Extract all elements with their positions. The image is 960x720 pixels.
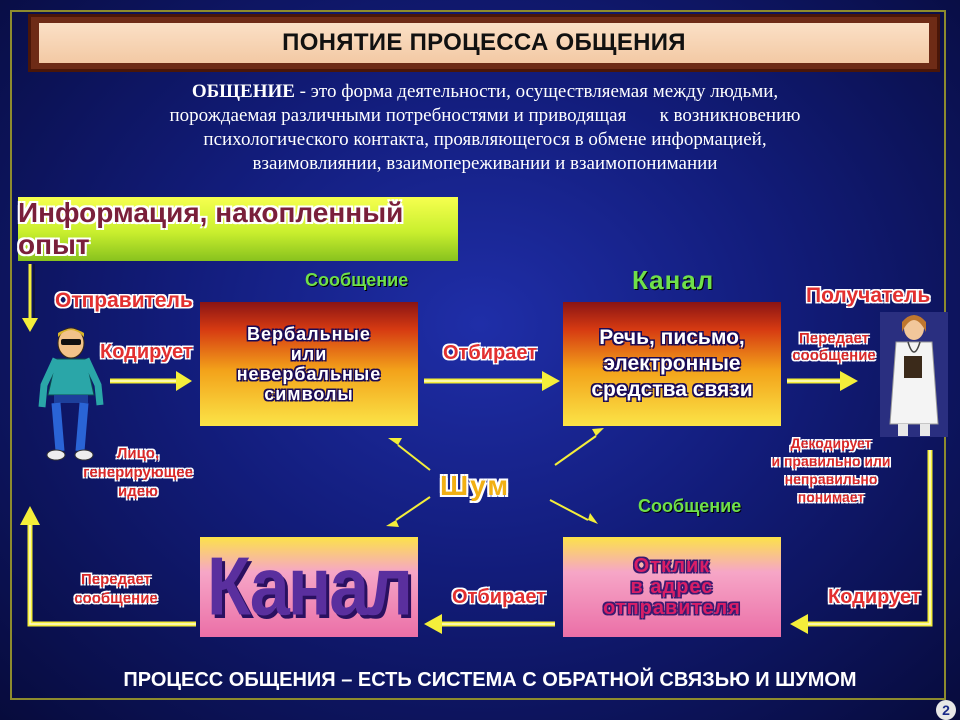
label-decodes-line-3: неправильно [784, 471, 878, 487]
box-channel-line-1: Речь, письмо, [599, 326, 745, 349]
footer-statement: ПРОЦЕСС ОБЩЕНИЯ – ЕСТЬ СИСТЕМА С ОБРАТНОЙ СВЯЗЬЮ И ШУМОМ [123, 669, 857, 691]
label-receiver: Получатель [806, 284, 931, 307]
arrowhead-noise-nw [388, 438, 402, 445]
label-transmits-bottom-line-2: сообщение [74, 590, 158, 607]
noise-arrow-ne [555, 436, 596, 465]
box-verbal-symbols [200, 302, 418, 426]
label-channel-top: Канал [632, 265, 715, 295]
arrowhead-noise-ne [592, 428, 604, 436]
box-channel-big [200, 537, 418, 637]
box-feedback-text [603, 556, 741, 619]
label-selects-top: Отбирает [443, 342, 537, 364]
box-verbal-line-2: или [290, 344, 328, 364]
label-transmits-bottom-line-1: Передает [81, 571, 151, 588]
label-decodes-line-1: Декодирует [790, 435, 872, 451]
box-verbal-line-4: символы [264, 384, 354, 404]
label-decodes-line-2: и правильно или [771, 453, 891, 469]
sender-figure-icon [36, 325, 106, 465]
box-feedback-line-2: в адрес [630, 575, 714, 598]
label-transmits-top-line-1: Передает [799, 330, 869, 347]
label-selects-bottom: Отбирает [452, 586, 546, 608]
arrowhead-transmit-top [840, 371, 858, 391]
label-message-top: Сообщение [305, 270, 409, 290]
arrowhead-left-loop [20, 506, 40, 525]
definition-term: ОБЩЕНИЕ [191, 81, 295, 102]
box-channel-text [591, 325, 752, 403]
noise-arrow-sw [396, 497, 430, 520]
box-verbal-line-3: невербальные [236, 364, 382, 384]
label-decodes [756, 434, 906, 506]
label-sender: Отправитель [55, 289, 193, 312]
label-transmits-top [784, 330, 884, 364]
definition-line-1: - это форма деятельности, осуществляемая между людьми, [294, 81, 779, 102]
noise-arrow-nw [398, 445, 430, 470]
label-decodes-line-4: понимает [797, 489, 865, 505]
arrowhead-right-loop [790, 614, 808, 634]
label-transmits-bottom [66, 570, 166, 608]
box-channel-line-3: средства связи [591, 378, 753, 401]
arrowhead-select-bottom [424, 614, 442, 634]
page-title: ПОНЯТИЕ ПРОЦЕССА ОБЩЕНИЯ [282, 29, 686, 56]
label-encodes-top: Кодирует [100, 341, 193, 363]
info-box-label: Информация, накопленный опыт [18, 197, 404, 260]
box-feedback [563, 537, 781, 637]
label-person-idea-line-3: идею [118, 483, 158, 500]
label-encodes-bottom: Кодирует [828, 586, 921, 608]
arrowhead-noise-se [588, 513, 598, 524]
box-feedback-line-3: отправителя [603, 596, 741, 619]
box-channel-big-text: Канал [206, 541, 412, 633]
box-verbal-text [237, 324, 382, 404]
receiver-figure-icon [880, 312, 948, 437]
arrowhead-noise-sw [386, 520, 399, 527]
box-channel-line-2: электронные [603, 352, 741, 375]
box-feedback-line-1: Отклик [633, 554, 711, 577]
label-message-bottom: Сообщение [638, 496, 742, 516]
definition-line-3: психологического контакта, проявляющегося в обмене информацией, [203, 129, 767, 150]
arrowhead-select-top [542, 371, 560, 391]
label-person-idea-line-2: генерирующее [83, 464, 193, 481]
box-channel-means [563, 302, 781, 426]
label-person-idea-line-1: Лицо, [116, 445, 160, 462]
label-noise: Шум [440, 470, 511, 501]
box-verbal-line-1: Вербальные [247, 324, 371, 344]
noise-arrow-se [550, 500, 588, 520]
label-transmits-top-line-2: сообщение [792, 347, 876, 364]
arrowhead-encode-top [176, 371, 192, 391]
page-number: 2 [936, 700, 956, 720]
definition-line-2: порождаемая различными потребностями и приводящая к возникновению [169, 105, 801, 126]
definition-line-4: взаимовлиянии, взаимопереживании и взаимопонимании [252, 153, 718, 174]
